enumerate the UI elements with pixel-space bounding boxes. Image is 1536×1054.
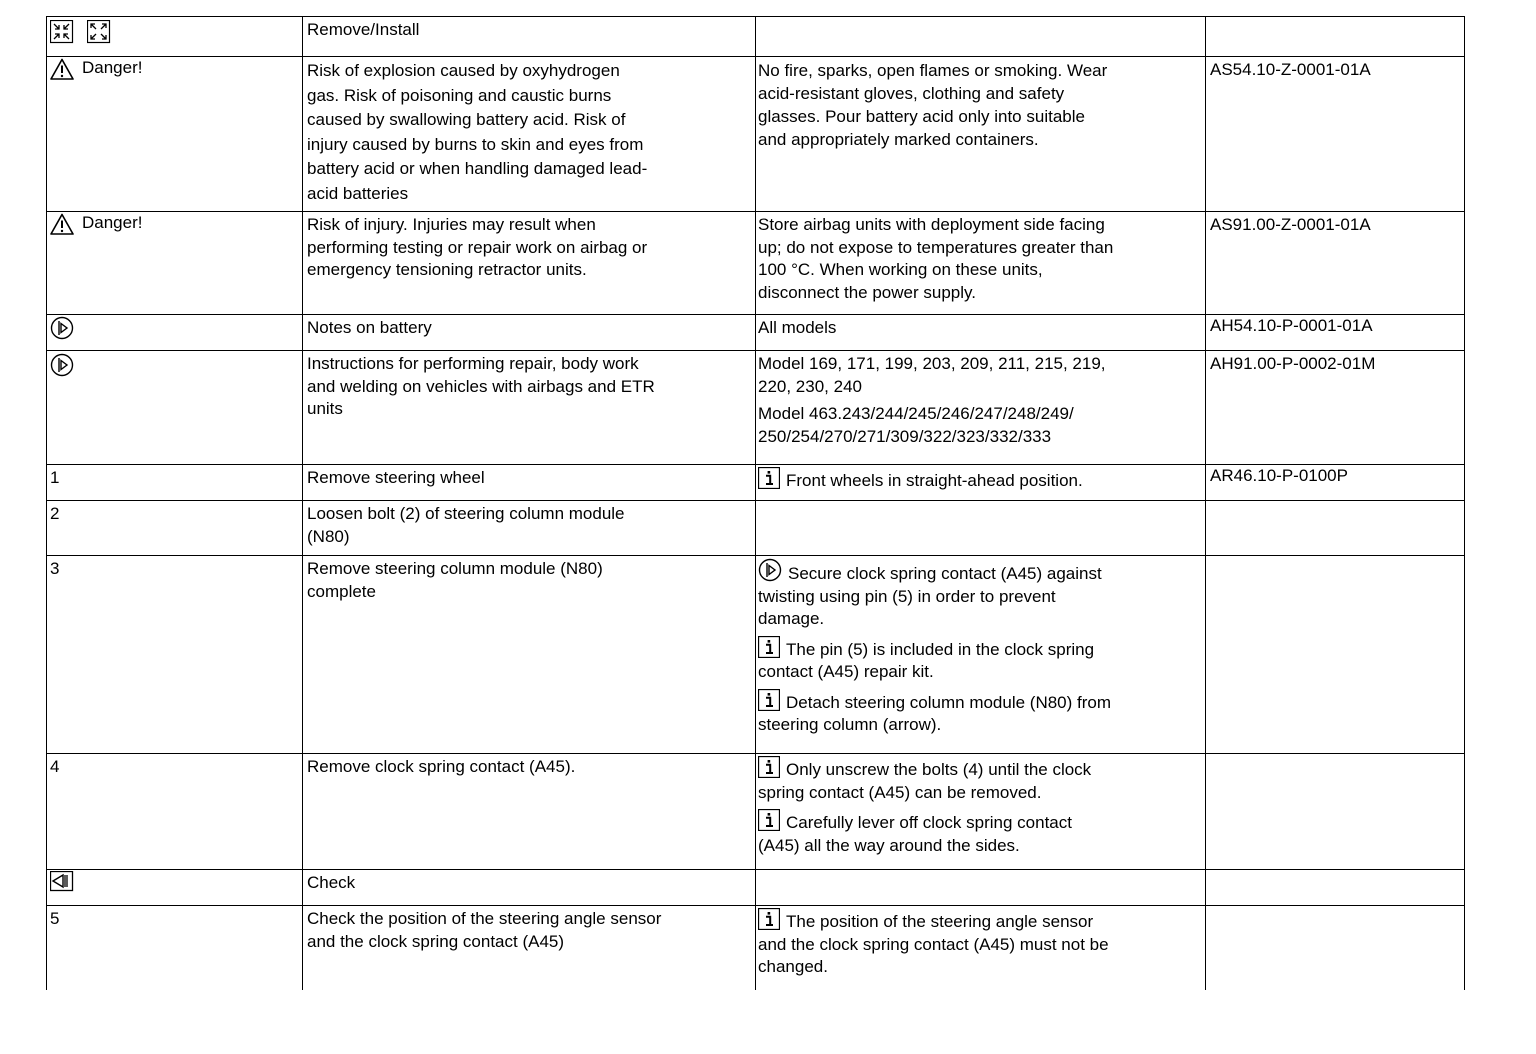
reference-cell: AH54.10-P-0001-01A [1206,315,1465,351]
notes-cell: Only unscrew the bolts (4) until the clock spring contact (A45) can be removed. Carefully lever off clock spring contact (A45) all the way around the sides. [756,754,1206,870]
table-row [47,212,1465,315]
table-row [47,351,1465,465]
table-row [47,17,1465,57]
info-icon [758,689,780,711]
notes-cell: The position of the steering angle sensor and the clock spring contact (A45) must not be changed. [756,906,1206,990]
notes-cell: Secure clock spring contact (A45) against twisting using pin (5) in order to prevent damage. The pin (5) is included in the clock spring contact (A45) repair kit. Detach steering column module (N80) from steering column (arrow). [756,556,1206,754]
step-cell: Danger! [47,212,303,315]
table-row [47,501,1465,556]
operation-cell: Remove steering wheel [303,465,756,501]
info-icon [758,809,780,831]
notes-cell: Model 169, 171, 199, 203, 209, 211, 215, 219, 220, 230, 240 Model 463.243/244/245/246/247/248/249/ 250/254/270/271/309/322/323/332/333 [756,351,1206,465]
step-number: 5 [47,906,303,990]
warning-triangle-icon [50,213,74,235]
notes-cell [756,501,1206,556]
step-cell [47,351,303,465]
step-cell [47,17,303,57]
step-cell [47,315,303,351]
table-row [47,906,1465,990]
reference-cell [1206,556,1465,754]
step-number: 4 [47,754,303,870]
operation-cell: Risk of explosion caused by oxyhydrogen gas. Risk of poisoning and caustic burns caused by swallowing battery acid. Risk of injury caused by burns to skin and eyes from battery acid or when handling damaged lead- acid batteries [303,57,756,212]
table-row [47,57,1465,212]
note-reference-icon [50,353,74,377]
reference-cell [1206,754,1465,870]
step-number: 3 [47,556,303,754]
warning-triangle-icon [50,58,74,80]
step-number: 1 [47,465,303,501]
procedure-table [46,16,1464,989]
notes-cell: No fire, sparks, open flames or smoking. Wear acid-resistant gloves, clothing and safety glasses. Pour battery acid only into suitable and appropriately marked containers. [756,57,1206,212]
table-row [47,754,1465,870]
table-row [47,465,1465,501]
install-icon [87,20,111,44]
operation-cell: Notes on battery [303,315,756,351]
operation-cell: Check the position of the steering angle sensor and the clock spring contact (A45) [303,906,756,990]
reference-cell: AS91.00-Z-0001-01A [1206,212,1465,315]
info-icon [758,756,780,778]
reference-cell: AH91.00-P-0002-01M [1206,351,1465,465]
step-cell [47,870,303,906]
note-reference-icon [758,558,782,582]
operation-cell: Instructions for performing repair, body work and welding on vehicles with airbags and ETR units [303,351,756,465]
step-number: 2 [47,501,303,556]
notes-cell [756,17,1206,57]
reference-cell [1206,906,1465,990]
reference-cell [1206,870,1465,906]
reference-cell: AR46.10-P-0100P [1206,465,1465,501]
info-icon [758,908,780,930]
info-icon [758,467,780,489]
operation-cell: Remove steering column module (N80) complete [303,556,756,754]
remove-icon [50,20,74,44]
notes-cell: Store airbag units with deployment side facing up; do not expose to temperatures greater than 100 °C. When working on these units, disconnect the power supply. [756,212,1206,315]
info-icon [758,636,780,658]
operation-cell: Loosen bolt (2) of steering column module (N80) [303,501,756,556]
note-reference-icon [50,316,74,340]
operation-cell: Remove/Install [303,17,756,57]
operation-cell: Remove clock spring contact (A45). [303,754,756,870]
reference-cell [1206,17,1465,57]
operation-cell: Check [303,870,756,906]
table-row [47,315,1465,351]
step-cell: Danger! [47,57,303,212]
notes-cell [756,870,1206,906]
notes-cell: All models [756,315,1206,351]
notes-cell: Front wheels in straight-ahead position. [756,465,1206,501]
reference-cell: AS54.10-Z-0001-01A [1206,57,1465,212]
reference-cell [1206,501,1465,556]
table-row [47,556,1465,754]
check-icon [50,871,74,892]
table-row [47,870,1465,906]
operation-cell: Risk of injury. Injuries may result when performing testing or repair work on airbag or emergency tensioning retractor units. [303,212,756,315]
